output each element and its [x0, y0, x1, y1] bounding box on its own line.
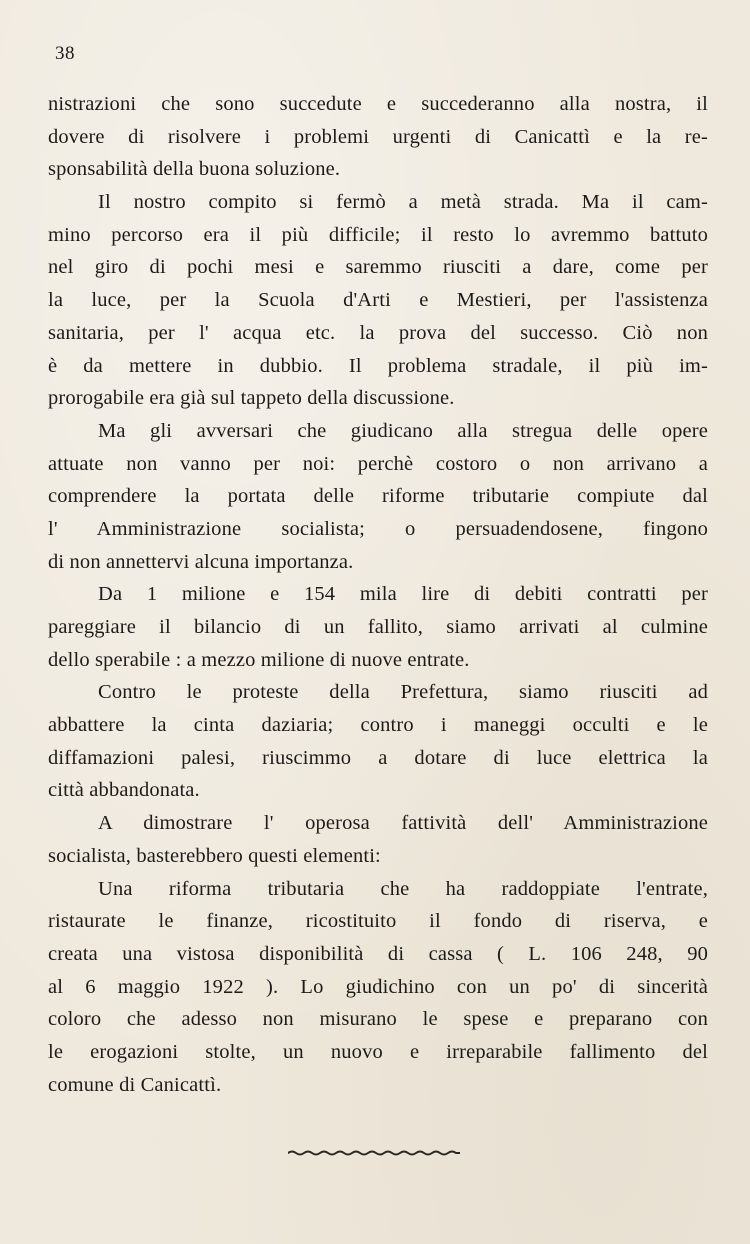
- decorative-rule: [288, 1148, 460, 1158]
- text-line: attuate non vanno per noi: perchè costoro o non arrivano a: [48, 452, 708, 475]
- paragraph-start-line: A dimostrare l' operosa fattività dell' Amministrazione: [98, 812, 708, 835]
- paragraph-start-line: Da 1 milione e 154 mila lire di debiti contratti per: [98, 583, 708, 606]
- text-line: mino percorso era il più difficile; il resto lo avremmo battuto: [48, 223, 708, 246]
- text-line: comune di Canicattì.: [48, 1073, 222, 1096]
- text-line: al 6 maggio 1922 ). Lo giudichino con un po' di sincerità: [48, 975, 708, 998]
- text-line: ristaurate le finanze, ricostituito il fondo di riserva, e: [48, 910, 708, 933]
- text-line: dello sperabile : a mezzo milione di nuove entrate.: [48, 648, 470, 671]
- text-line: abbattere la cinta daziaria; contro i maneggi occulti e le: [48, 714, 708, 737]
- text-line: le erogazioni stolte, un nuovo e irreparabile fallimento del: [48, 1040, 708, 1063]
- text-line: comprendere la portata delle riforme tributarie compiute dal: [48, 485, 708, 508]
- text-line: dovere di risolvere i problemi urgenti di Canicattì e la re-: [48, 125, 708, 148]
- text-line: prorogabile era già sul tappeto della discussione.: [48, 387, 455, 410]
- text-line: pareggiare il bilancio di un fallito, siamo arrivati al culmine: [48, 616, 708, 638]
- paragraph-start-line: Ma gli avversari che giudicano alla stregua delle opere: [98, 419, 708, 442]
- paragraph-start-line: Il nostro compito si fermò a metà strada. Ma il cam-: [98, 191, 708, 214]
- text-line: sponsabilità della buona soluzione.: [48, 158, 341, 181]
- text-line: nistrazioni che sono succedute e succederanno alla nostra, il: [48, 93, 708, 115]
- text-line: è da mettere in dubbio. Il problema stradale, il più im-: [48, 354, 708, 377]
- text-line: sanitaria, per l' acqua etc. la prova del successo. Ciò non: [48, 321, 708, 344]
- paragraph-start-line: Una riforma tributaria che ha raddoppiate l'entrate,: [98, 877, 708, 900]
- text-line: l' Amministrazione socialista; o persuadendosene, fingono: [48, 517, 708, 540]
- body-text: [48, 88, 708, 1101]
- text-line: diffamazioni palesi, riuscimmo a dotare di luce elettrica la: [48, 746, 708, 769]
- text-line: città abbandonata.: [48, 779, 200, 802]
- text-line: socialista, basterebbero questi elementi:: [48, 844, 381, 867]
- text-line: coloro che adesso non misurano le spese e preparano con: [48, 1008, 708, 1031]
- text-line: creata una vistosa disponibilità di cassa ( L. 106 248, 90: [48, 942, 708, 965]
- text-line: la luce, per la Scuola d'Arti e Mestieri, per l'assistenza: [48, 289, 708, 312]
- text-line: di non annettervi alcuna importanza.: [48, 550, 354, 573]
- paragraph-start-line: Contro le proteste della Prefettura, siamo riusciti ad: [98, 681, 708, 704]
- page-number: 38: [55, 43, 75, 64]
- text-line: nel giro di pochi mesi e saremmo riusciti a dare, come per: [48, 256, 708, 279]
